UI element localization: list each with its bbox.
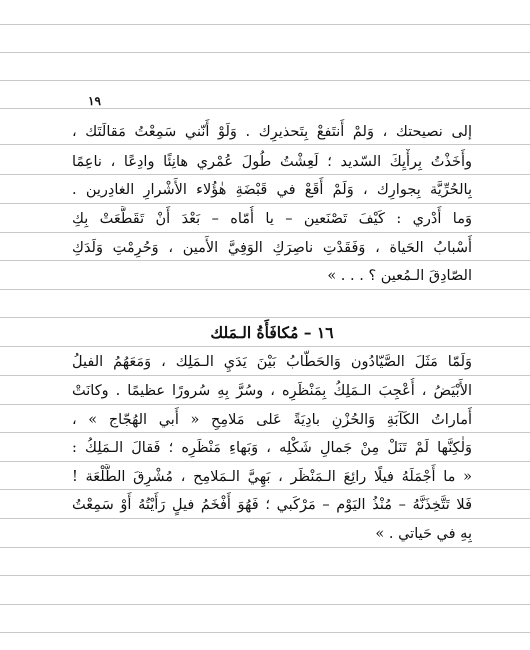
text-line: بِالحُرِّيَّة بِجوارِك ، وَلَمْ أَقَعْ في قَبْضَةِ هٰؤُلاء الأَشْرارِ الغادِرين .: [72, 182, 472, 198]
page-number: ١٩: [88, 94, 101, 108]
text-line: « ما أَجْمَلَهُ فيلًا رائِعَ الـمَنْظَر ، بَهِيَّ الـمَلامِح ، مُشْرِقَ الطَّلْعَة !: [72, 469, 472, 485]
text-line: الصّادِقَ الـمُعين ؟ . . . »: [327, 268, 472, 284]
text-line: أَماراتُ الكَآبَةِ وَالحُزْنِ بادِيَةً عَلى مَلامِحِ « أَبي الهُجّاج » ،: [72, 412, 472, 428]
text-line: وأَخَذْتُ بِرأْيِكَ السّديد ؛ لَعِشْتُ طُولَ عُمْري هانِئًا وادِعًا ، ناعِمًا: [72, 154, 472, 170]
text-line: الأَبْيَضُ ، أُعْجِبَ الـمَلِكُ بِمَنْظَرِه ، وسُرَّ بِهِ سُرورًا عظيمًا . وكانَتْ: [72, 383, 472, 399]
chapter-heading: ١٦ – مُكافَأَةُ الـمَلك: [210, 323, 334, 342]
text-line: وَلٰكِنَّها لَمْ تَنَلْ مِنْ جَمالِ شَكْلِه ، وَبَهاءِ مَنْظَرِه ؛ فَقالَ الـمَلِكُ :: [72, 440, 472, 456]
text-line: وَلَمّا مَثَلَ الصَّيّادُون وَالحَطّابُ بَيْنَ يَدَيِ الـمَلِك ، وَمَعَهُمُ الفيلُ: [72, 354, 472, 370]
text-line: فَلا تَتَّخِذَنَّهُ – مُنْذُ اليَوْم – مَرْكَبي ؛ فَهُوَ أَفْخَمُ فيلٍ رَأَيْتُهُ أَوْ سَمِعْتُ: [72, 497, 472, 513]
text-line: وَما أَدْري : كَيْفَ تَصْنَعين – يا أُمّاه – بَعْدَ أَنْ تَقَطَّعَتْ بِكِ: [72, 211, 472, 227]
text-line: بِهِ في حَياتي . »: [375, 526, 472, 542]
text-line: أَسْبابُ الحَياة ، وَفَقَدْتِ ناصِرَكِ الوَفِيَّ الأَمين ، وَحُرِمْتِ وَلَدَكِ: [72, 240, 472, 256]
text-line: إلى نصيحتك ، وَلمْ أَنتَفعْ بِتَحذيرِك . وَلَوْ أَنّني سَمِعْتُ مَقالَتَك ،: [72, 124, 472, 140]
